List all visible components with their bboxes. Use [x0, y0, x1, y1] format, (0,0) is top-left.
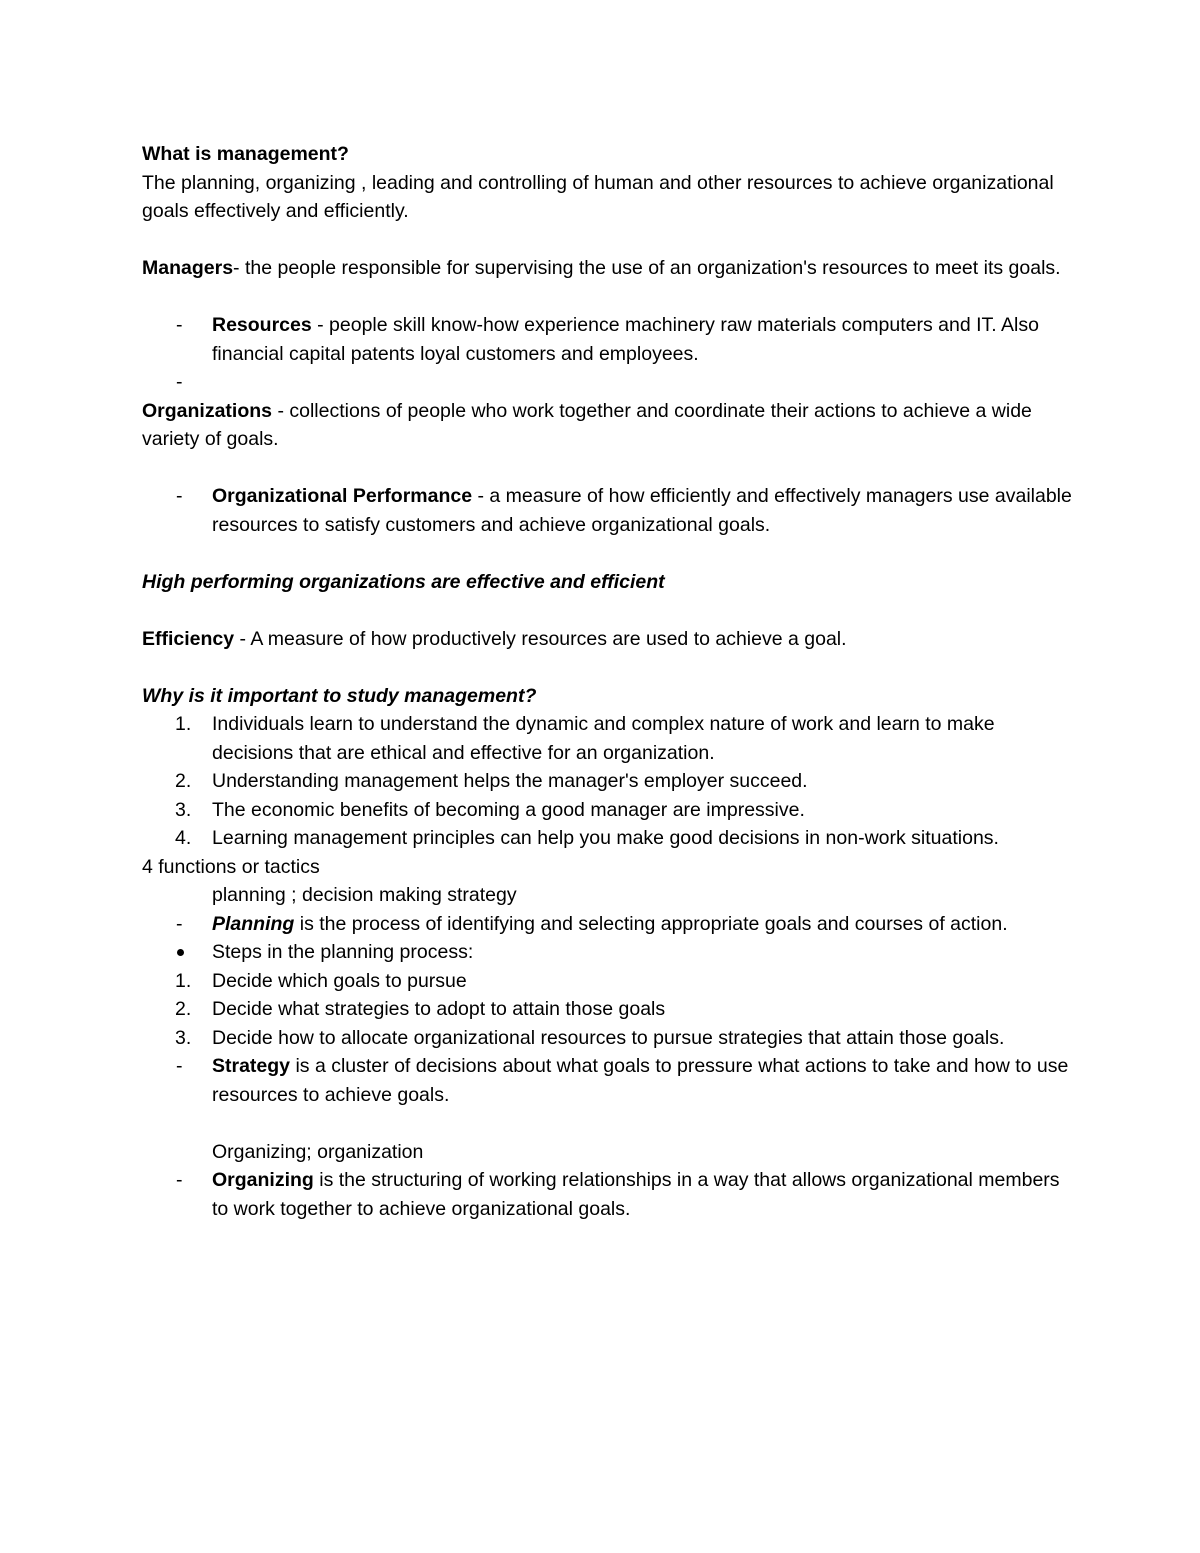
spacer — [142, 653, 1072, 682]
strategy-term: Strategy — [212, 1055, 291, 1077]
heading-what-is-management: What is management? — [142, 143, 349, 165]
spacer — [142, 454, 1072, 483]
list-item — [142, 710, 1072, 767]
list-item — [142, 767, 1072, 796]
list-item-text: Decide what strategies to adopt to attain those goals — [212, 998, 666, 1020]
list-item-text: Decide which goals to pursue — [212, 969, 467, 992]
organizing-term: Organizing — [212, 1169, 314, 1191]
organizations-text: - collections of people who work together and coordinate their actions to achieve a wide variety of goals. — [142, 399, 1032, 450]
dash-marker: - — [176, 371, 183, 393]
list-item-text: Learning management principles can help you make good decisions in non-work situations. — [212, 827, 999, 849]
managers-definition — [142, 254, 1072, 283]
planning-term: Planning — [212, 912, 295, 935]
spacer — [142, 596, 1072, 625]
list-item-text: The economic benefits of becoming a good manager are impressive. — [212, 798, 805, 821]
planning-subheading: planning ; decision making strategy — [212, 884, 517, 906]
managers-text: - the people responsible for supervising the use of an organization's resources to meet its goals. — [233, 257, 1061, 279]
dash-marker: - — [176, 314, 183, 336]
efficiency-definition — [142, 625, 1072, 654]
org-performance-item — [142, 482, 1072, 539]
strategy-item — [142, 1052, 1072, 1109]
steps-heading-item — [142, 938, 1072, 967]
list-number: 1. — [175, 969, 192, 992]
organizing-subheading: Organizing; organization — [212, 1140, 424, 1163]
empty-dash-item — [142, 368, 1072, 397]
management-definition: The planning, organizing , leading and controlling of human and other resources to achieve organizational goals effectively and efficiently. — [142, 171, 1054, 222]
dash-marker: - — [176, 912, 183, 935]
efficiency-text: - A measure of how productively resources are used to achieve a goal. — [234, 627, 847, 650]
list-number: 2. — [175, 770, 192, 792]
functions-line: 4 functions or tactics — [142, 855, 320, 878]
organizations-term: Organizations — [142, 399, 273, 422]
list-item — [142, 995, 1072, 1024]
org-performance-text: - a measure of how efficiently and effectively managers use available resources to satisfy customers and achieve organizational goals. — [212, 485, 1072, 536]
steps-heading: Steps in the planning process: — [212, 941, 474, 963]
list-number: 3. — [175, 798, 192, 821]
list-item-text: Individuals learn to understand the dynamic and complex nature of work and learn to make decisions that are ethical and effective for an organization. — [212, 713, 995, 764]
list-item — [142, 824, 1072, 853]
list-number: 1. — [175, 713, 192, 735]
list-item-text: Decide how to allocate organizational resources to pursue strategies that attain those goals. — [212, 1026, 1005, 1049]
list-item — [142, 1024, 1072, 1053]
strategy-text: is a cluster of decisions about what goals to pressure what actions to take and how to use resources to achieve goals. — [212, 1055, 1069, 1106]
dash-marker: - — [176, 1169, 183, 1191]
dash-marker: - — [176, 1055, 183, 1077]
org-performance-term: Organizational Performance — [212, 485, 473, 507]
organizing-text: is the structuring of working relationships in a way that allows organizational members to work together to achieve organizational goals. — [212, 1169, 1060, 1220]
list-item — [142, 967, 1072, 996]
high-performing-heading: High performing organizations are effective and efficient — [142, 570, 665, 593]
document-page — [142, 140, 1072, 1223]
resources-term: Resources — [212, 314, 312, 336]
list-number: 3. — [175, 1026, 192, 1049]
list-item — [142, 796, 1072, 825]
resources-text: - people skill know-how experience machinery raw materials computers and IT. Also financial capital patents loyal customers and employees. — [212, 314, 1039, 365]
planning-item — [142, 910, 1072, 939]
planning-text: is the process of identifying and selecting appropriate goals and courses of action. — [294, 912, 1008, 935]
resources-item — [142, 311, 1072, 368]
organizing-item — [142, 1166, 1072, 1223]
spacer — [142, 283, 1072, 312]
organizations-definition — [142, 397, 1072, 454]
spacer — [142, 226, 1072, 255]
managers-term: Managers — [142, 257, 234, 279]
dash-marker: - — [176, 485, 183, 507]
list-number: 4. — [175, 827, 192, 849]
list-number: 2. — [175, 998, 192, 1020]
bullet-icon — [177, 949, 184, 956]
efficiency-term: Efficiency — [142, 627, 235, 650]
why-study-heading: Why is it important to study management? — [142, 684, 537, 707]
spacer — [142, 539, 1072, 568]
list-item-text: Understanding management helps the manager's employer succeed. — [212, 770, 808, 792]
spacer — [142, 1109, 1072, 1138]
